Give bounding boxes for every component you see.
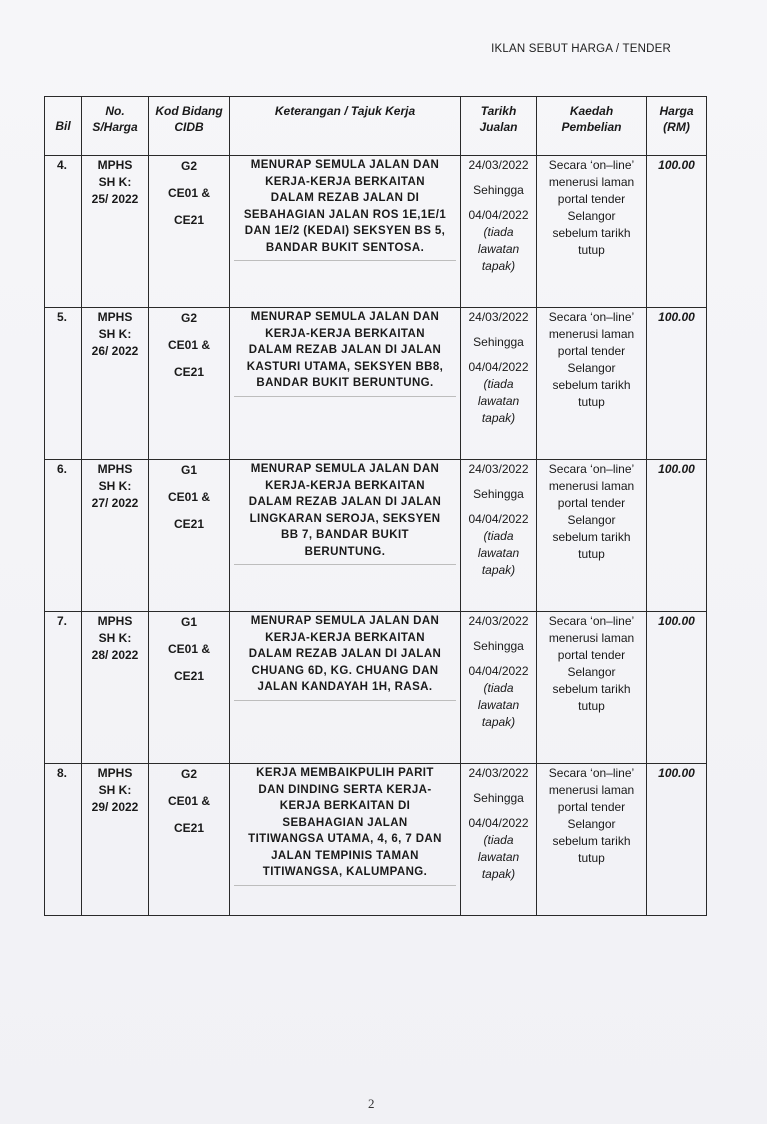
text-line: Selangor <box>567 817 616 831</box>
row-number: 8. <box>57 766 68 780</box>
cidb-code: CE21 <box>173 365 205 379</box>
divider <box>234 396 456 397</box>
cell-kod-bidang <box>149 156 230 308</box>
text-line: KASTURI UTAMA, SEKSYEN BB8, <box>246 360 444 373</box>
text-line: MPHS <box>97 158 133 172</box>
text-line: KERJA-KERJA BERKAITAN <box>265 479 425 492</box>
text-line: menerusi laman <box>548 175 635 189</box>
col-header-harga: Harga (RM) <box>647 97 707 156</box>
text-line: SH K: <box>98 175 132 189</box>
text-line: menerusi laman <box>548 783 635 797</box>
text-line: Secara ‘on–line’ <box>548 462 635 476</box>
text-line: portal tender <box>557 800 626 814</box>
site-visit-note: (tiada <box>483 529 514 543</box>
table-row <box>45 460 707 612</box>
col-header-kod: Kod Bidang CIDB <box>149 97 230 156</box>
text-line: BANDAR BUKIT SENTOSA. <box>265 241 425 254</box>
sehingga-label: Sehingga <box>473 791 524 805</box>
text-line: portal tender <box>557 344 626 358</box>
sale-end-date: 04/04/2022 <box>468 816 529 830</box>
cell-harga <box>647 308 707 460</box>
text-line: MPHS <box>97 462 133 476</box>
row-number: 7. <box>57 614 68 628</box>
sale-start-date: 24/03/2022 <box>468 614 529 628</box>
cell-kaedah-pembelian <box>537 308 647 460</box>
text-line: Secara ‘on–line’ <box>548 310 635 324</box>
cell-tarikh-jualan <box>461 156 537 308</box>
sale-end-date: 04/04/2022 <box>468 360 529 374</box>
site-visit-note: tapak) <box>481 563 516 577</box>
site-visit-note: tapak) <box>481 867 516 881</box>
text-line: 25/ 2022 <box>91 192 139 206</box>
price-value: 100.00 <box>658 766 695 780</box>
cell-bil <box>45 460 82 612</box>
price-value: 100.00 <box>658 462 695 476</box>
cell-no-sharga <box>82 764 149 916</box>
text-line: KERJA-KERJA BERKAITAN <box>265 327 425 340</box>
header-tag: IKLAN SEBUT HARGA / TENDER <box>491 43 671 55</box>
text-line: CHUANG 6D, KG. CHUANG DAN <box>251 664 439 677</box>
text-line: MPHS <box>97 614 133 628</box>
table-row <box>45 764 707 916</box>
text-line: BANDAR BUKIT BERUNTUNG. <box>256 377 434 389</box>
site-visit-note: (tiada <box>483 681 514 695</box>
text-line: DALAM REZAB JALAN DI <box>270 192 420 204</box>
text-line: 28/ 2022 <box>91 648 139 662</box>
text-line: DAN DINDING SERTA KERJA- <box>258 783 432 796</box>
text-line: SH K: <box>98 783 132 797</box>
site-visit-note: (tiada <box>483 377 514 391</box>
sale-start-date: 24/03/2022 <box>468 462 529 476</box>
cidb-code: CE01 & <box>167 642 211 656</box>
text-line: TITIWANGSA UTAMA, 4, 6, 7 DAN <box>248 833 442 845</box>
price-value: 100.00 <box>658 310 695 324</box>
text-line: Selangor <box>567 665 616 679</box>
cidb-code: CE21 <box>173 213 205 227</box>
cell-harga <box>647 612 707 764</box>
table-row <box>45 156 707 308</box>
text-line: SH K: <box>98 327 132 341</box>
text-line: tutup <box>578 699 605 713</box>
text-line: KERJA-KERJA BERKAITAN <box>265 631 425 644</box>
cidb-grade: G1 <box>180 463 197 477</box>
site-visit-note: (tiada <box>483 833 514 847</box>
text-line: JALAN KANDAYAH 1H, RASA. <box>257 681 433 693</box>
site-visit-note: lawatan <box>477 242 520 256</box>
text-line: SEBAHAGIAN JALAN ROS 1E,1E/1 <box>243 208 447 221</box>
col-header-ket: Keterangan / Tajuk Kerja <box>230 97 461 156</box>
text-line: portal tender <box>557 192 626 206</box>
text-line: MENURAP SEMULA JALAN DAN <box>250 159 440 171</box>
text-line: portal tender <box>557 496 626 510</box>
cell-no-sharga <box>82 460 149 612</box>
text-line: BB 7, BANDAR BUKIT <box>281 529 409 541</box>
text-line: sebelum tarikh <box>552 226 631 240</box>
site-visit-note: lawatan <box>477 394 520 408</box>
site-visit-note: tapak) <box>481 411 516 425</box>
row-number: 5. <box>57 310 68 324</box>
site-visit-note: tapak) <box>481 715 516 729</box>
site-visit-note: (tiada <box>483 225 514 239</box>
site-visit-note: lawatan <box>477 546 520 560</box>
row-number: 6. <box>57 462 68 476</box>
cell-keterangan <box>230 156 461 308</box>
text-line: KERJA BERKAITAN DI <box>279 800 411 812</box>
text-line: DALAM REZAB JALAN DI JALAN <box>248 344 442 356</box>
text-line: tutup <box>578 547 605 561</box>
table-header-row <box>45 97 707 156</box>
cell-tarikh-jualan <box>461 460 537 612</box>
cidb-grade: G1 <box>180 615 197 629</box>
site-visit-note: tapak) <box>481 259 516 273</box>
text-line: menerusi laman <box>548 631 635 645</box>
divider <box>234 885 456 886</box>
sale-start-date: 24/03/2022 <box>468 310 529 324</box>
divider <box>234 564 456 565</box>
divider <box>234 260 456 261</box>
cell-harga <box>647 460 707 612</box>
cidb-code: CE01 & <box>167 186 211 200</box>
text-line: Selangor <box>567 513 616 527</box>
cell-bil <box>45 308 82 460</box>
text-line: menerusi laman <box>548 479 635 493</box>
col-header-tarikh: Tarikh Jualan <box>461 97 537 156</box>
sehingga-label: Sehingga <box>473 639 524 653</box>
price-value: 100.00 <box>658 614 695 628</box>
row-number: 4. <box>57 158 68 172</box>
text-line: MENURAP SEMULA JALAN DAN <box>250 615 440 627</box>
text-line: MENURAP SEMULA JALAN DAN <box>250 463 440 475</box>
work-title <box>234 613 456 696</box>
text-line: Selangor <box>567 209 616 223</box>
text-line: Secara ‘on–line’ <box>548 766 635 780</box>
text-line: MPHS <box>97 310 133 324</box>
text-line: MPHS <box>97 766 133 780</box>
work-title <box>234 157 456 256</box>
cidb-code: CE21 <box>173 821 205 835</box>
text-line: MENURAP SEMULA JALAN DAN <box>250 311 440 323</box>
col-header-bil: Bil <box>45 97 82 156</box>
table-row <box>45 612 707 764</box>
text-line: 29/ 2022 <box>91 800 139 814</box>
col-header-kaedah: Kaedah Pembelian <box>537 97 647 156</box>
text-line: 26/ 2022 <box>91 344 139 358</box>
sehingga-label: Sehingga <box>473 335 524 349</box>
text-line: sebelum tarikh <box>552 378 631 392</box>
site-visit-note: lawatan <box>477 698 520 712</box>
sale-end-date: 04/04/2022 <box>468 664 529 678</box>
text-line: SH K: <box>98 479 132 493</box>
cell-kaedah-pembelian <box>537 764 647 916</box>
text-line: BERUNTUNG. <box>304 545 386 558</box>
work-title <box>234 765 456 881</box>
sale-end-date: 04/04/2022 <box>468 512 529 526</box>
text-line: 27/ 2022 <box>91 496 139 510</box>
cidb-code: CE01 & <box>167 338 211 352</box>
cell-kaedah-pembelian <box>537 612 647 764</box>
col-header-no: No. S/Harga <box>82 97 149 156</box>
cidb-code: CE21 <box>173 669 205 683</box>
text-line: SH K: <box>98 631 132 645</box>
cidb-code: CE21 <box>173 517 205 531</box>
divider <box>234 700 456 701</box>
text-line: LINGKARAN SEROJA, SEKSYEN <box>249 512 441 525</box>
cidb-code: CE01 & <box>167 490 211 504</box>
text-line: sebelum tarikh <box>552 530 631 544</box>
sale-start-date: 24/03/2022 <box>468 158 529 172</box>
cell-keterangan <box>230 764 461 916</box>
cell-kod-bidang <box>149 764 230 916</box>
text-line: Secara ‘on–line’ <box>548 614 635 628</box>
text-line: DALAM REZAB JALAN DI JALAN <box>248 496 442 508</box>
tender-table <box>44 96 707 916</box>
text-line: sebelum tarikh <box>552 834 631 848</box>
cell-no-sharga <box>82 156 149 308</box>
text-line: sebelum tarikh <box>552 682 631 696</box>
cidb-grade: G2 <box>180 311 197 325</box>
cell-kaedah-pembelian <box>537 460 647 612</box>
cell-keterangan <box>230 308 461 460</box>
cell-bil <box>45 612 82 764</box>
text-line: Secara ‘on–line’ <box>548 158 635 172</box>
sehingga-label: Sehingga <box>473 183 524 197</box>
text-line: tutup <box>578 395 605 409</box>
cell-harga <box>647 764 707 916</box>
cell-bil <box>45 156 82 308</box>
cell-kaedah-pembelian <box>537 156 647 308</box>
text-line: menerusi laman <box>548 327 635 341</box>
text-line: DAN 1E/2 (KEDAI) SEKSYEN BS 5, <box>244 225 446 237</box>
cidb-grade: G2 <box>180 159 197 173</box>
sale-start-date: 24/03/2022 <box>468 766 529 780</box>
cell-keterangan <box>230 460 461 612</box>
site-visit-note: lawatan <box>477 850 520 864</box>
text-line: KERJA-KERJA BERKAITAN <box>265 175 425 188</box>
text-line: SEBAHAGIAN JALAN <box>282 816 408 829</box>
cell-tarikh-jualan <box>461 308 537 460</box>
cell-kod-bidang <box>149 308 230 460</box>
text-line: DALAM REZAB JALAN DI JALAN <box>248 648 442 660</box>
price-value: 100.00 <box>658 158 695 172</box>
table-row <box>45 308 707 460</box>
text-line: portal tender <box>557 648 626 662</box>
cidb-grade: G2 <box>180 767 197 781</box>
text-line: Selangor <box>567 361 616 375</box>
sale-end-date: 04/04/2022 <box>468 208 529 222</box>
cell-no-sharga <box>82 308 149 460</box>
cell-tarikh-jualan <box>461 764 537 916</box>
cell-no-sharga <box>82 612 149 764</box>
work-title <box>234 461 456 560</box>
text-line: KERJA MEMBAIKPULIH PARIT <box>256 767 434 779</box>
cell-keterangan <box>230 612 461 764</box>
cell-tarikh-jualan <box>461 612 537 764</box>
text-line: tutup <box>578 851 605 865</box>
cell-kod-bidang <box>149 460 230 612</box>
work-title <box>234 309 456 392</box>
text-line: tutup <box>578 243 605 257</box>
sehingga-label: Sehingga <box>473 487 524 501</box>
cell-bil <box>45 764 82 916</box>
cell-harga <box>647 156 707 308</box>
page-number: 2 <box>368 1096 375 1111</box>
cell-kod-bidang <box>149 612 230 764</box>
text-line: TITIWANGSA, KALUMPANG. <box>262 866 428 878</box>
text-line: JALAN TEMPINIS TAMAN <box>271 849 419 862</box>
cidb-code: CE01 & <box>167 794 211 808</box>
